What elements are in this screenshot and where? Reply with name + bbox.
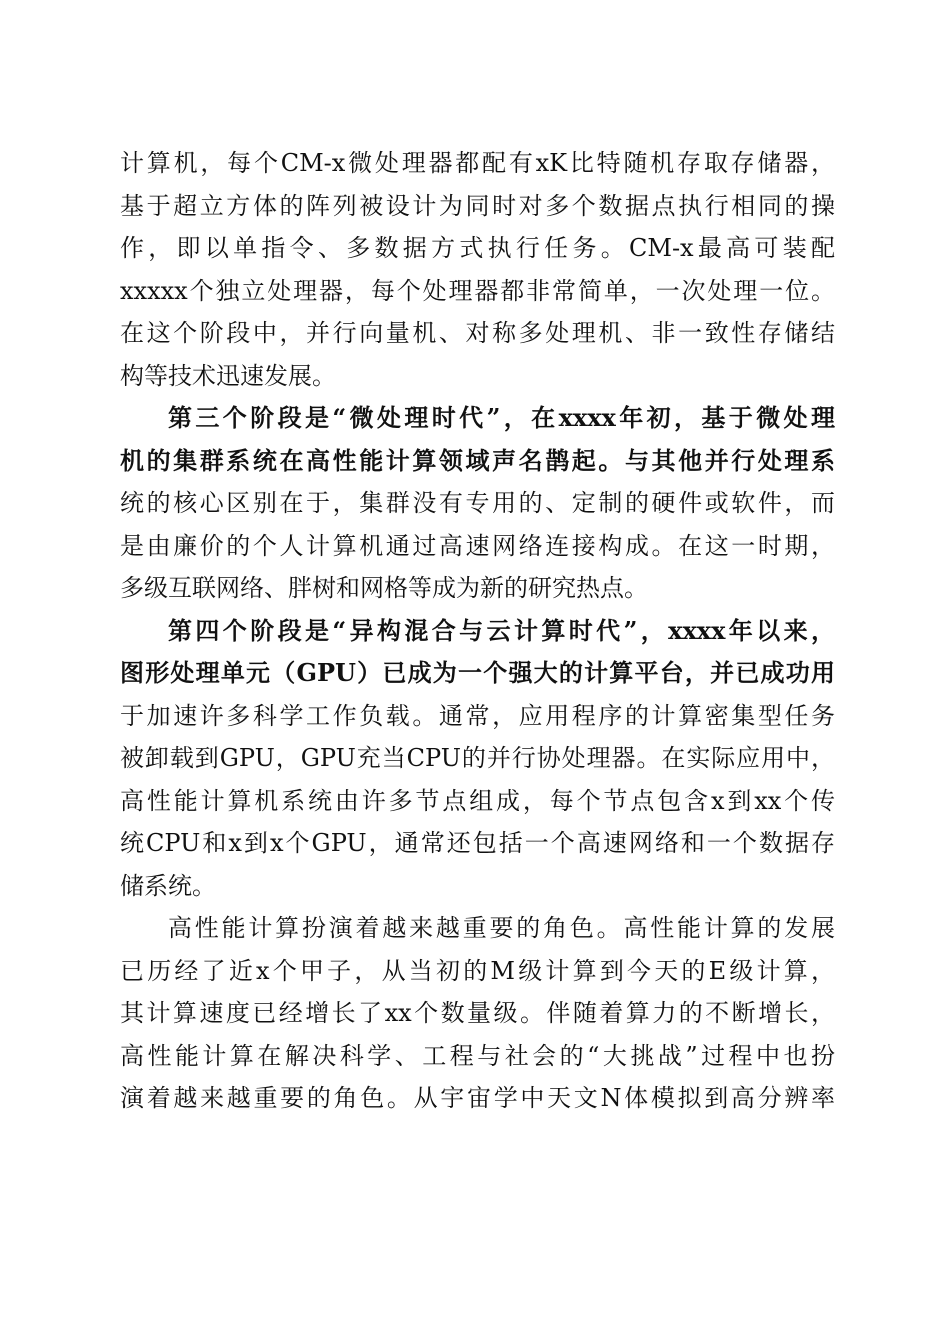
paragraph-1: [120, 142, 835, 397]
text-line: 其计算速度已经增长了xx个数量级。伴随着算力的不断增长，: [120, 999, 835, 1027]
text-line: 储系统。: [120, 871, 216, 900]
text-line: 被卸载到GPU，GPU充当CPU的并行协处理器。在实际应用中，: [120, 744, 835, 772]
text-line: 是由廉价的个人计算机通过高速网络连接构成。在这一时期，: [120, 531, 835, 560]
paragraph-3: [120, 610, 835, 908]
paragraph-2: [120, 397, 835, 610]
text-line: xxxxx个独立处理器，每个处理器都非常简单，一次处理一位。: [120, 276, 835, 305]
text-line: 高性能计算扮演着越来越重要的角色。高性能计算的发展: [168, 914, 835, 942]
text-line: 已历经了近x个甲子，从当初的M级计算到今天的E级计算，: [120, 956, 835, 985]
text-line: 第四个阶段是“异构混合与云计算时代”，xxxx年以来，: [168, 615, 835, 645]
text-line: 统的核心区别在于，集群没有专用的、定制的硬件或软件，而: [120, 489, 835, 517]
text-line: 第三个阶段是“微处理时代”，在xxxx年初，基于微处理: [168, 403, 835, 432]
text-line: 计算机，每个CM-x微处理器都配有xK比特随机存取存储器，: [120, 149, 835, 177]
text-line: 图形处理单元（GPU）已成为一个强大的计算平台，并已成功用: [120, 658, 835, 687]
text-line: 统CPU和x到x个GPU，通常还包括一个高速网络和一个数据存: [120, 829, 835, 857]
text-line: 高性能计算机系统由许多节点组成，每个节点包含x到xx个传: [120, 786, 835, 815]
paragraph-4: [120, 907, 835, 1120]
text-line: 基于超立方体的阵列被设计为同时对多个数据点执行相同的操: [120, 191, 835, 220]
text-line: 作，即以单指令、多数据方式执行任务。CM-x最高可装配: [120, 234, 835, 262]
text-line: 演着越来越重要的角色。从宇宙学中天文N体模拟到高分辨率: [120, 1084, 835, 1112]
text-line: 多级互联网络、胖树和网格等成为新的研究热点。: [120, 574, 648, 602]
document-body: [120, 142, 835, 1120]
text-line: 在这个阶段中，并行向量机、对称多处理机、非一致性存储结: [120, 319, 835, 347]
text-line: 构等技术迅速发展。: [120, 361, 336, 390]
text-line: 机的集群系统在高性能计算领域声名鹊起。与其他并行处理系: [120, 445, 835, 475]
text-line: 高性能计算在解决科学、工程与社会的“大挑战”过程中也扮: [120, 1041, 835, 1070]
text-line: 于加速许多科学工作负载。通常，应用程序的计算密集型任务: [120, 701, 835, 730]
